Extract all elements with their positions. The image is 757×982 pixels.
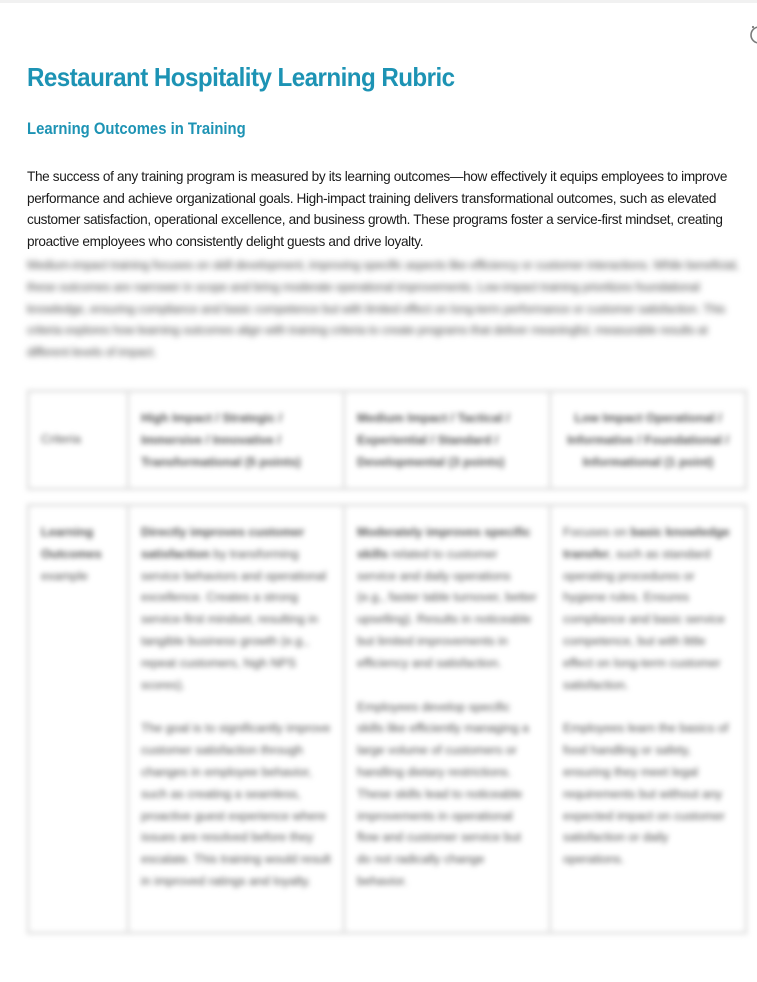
header-high-impact: High Impact / Strategic / Immersive / Innovative / Transformational (5 points) (127, 392, 343, 488)
document-body (27, 58, 747, 364)
section-heading: Learning Outcomes in Training (27, 120, 246, 138)
high-impact-example: The goal is to significantly improve customer satisfaction through changes in employee behavior, such as creating a seamless, proactive guest experience where issues are resolved before they escalate. This training would result in improved ratings and loyalty. (141, 721, 331, 888)
low-impact-example: Employees learn the basics of food handling or safety, ensuring they meet legal requirements but without any expected impact on customer satisfaction or daily operations. (563, 721, 729, 867)
low-impact-description (563, 522, 733, 696)
top-rule (0, 0, 757, 3)
medium-impact-cell (343, 506, 549, 932)
intro-paragraph-continued: Medium-impact training focuses on skill development, improving specific aspects like efficiency or customer interactions. While beneficial, these outcomes are narrower in scope and bring moderate operational improvements. Low-impact training prioritizes foundational knowledge, ensuring compliance and basic competence but with limited effect on long-term performance or customer satisfaction. This criteria explores how learning outcomes align with training criteria to create programs that deliver meaningful, measurable results at different levels of impact. (27, 258, 739, 360)
intro-paragraph: The success of any training program is measured by its learning outcomes—how effectively it equips employees to improve performance and achieve organizational goals. High-impact training delivers transformational outcomes, such as elevated customer satisfaction, operational excellence, and business growth. These programs foster a service-first mindset, creating proactive employees who consistently delight guests and drive loyalty. (27, 169, 728, 249)
rubric-table (27, 390, 747, 934)
page-title: Restaurant Hospitality Learning Rubric (27, 62, 455, 92)
header-medium-impact: Medium Impact / Tactical / Experiential / Standard / Developmental (3 points) (343, 392, 549, 488)
criterion-note: example (41, 568, 88, 583)
high-impact-description (141, 522, 331, 696)
medium-impact-detail: related to customer service and daily operations (e.g., faster table turnover, better upselling). Results in noticeable but limited improvements in efficiency and satisfaction. (357, 546, 537, 670)
low-impact-cell (549, 506, 745, 932)
header-low-impact: Low Impact Operational / Informative / Foundational / Informational (1 point) (549, 392, 745, 488)
medium-impact-description (357, 522, 537, 675)
high-impact-cell (127, 506, 343, 932)
low-impact-pre: Focuses on (563, 525, 631, 539)
rubric-header-row (27, 390, 747, 490)
medium-impact-example: Employees develop specific skills like efficiently managing a large volume of customers or handling dietary restrictions. These skills lead to noticeable improvements in operational flow and customer service but do not radically change behavior. (357, 699, 529, 888)
brand-logo-icon (749, 18, 757, 52)
low-impact-lead: basic knowledge transfer (563, 525, 730, 561)
low-impact-detail: , such as standard operating procedures or hygiene rules. Ensures compliance and basic service competence, but with little effect on long-term customer satisfaction. (563, 546, 725, 692)
header-criteria: Criteria (41, 432, 81, 447)
high-impact-lead: Directly improves customer satisfaction (141, 525, 305, 561)
criterion-cell (29, 506, 127, 932)
rubric-row-learning-outcomes (27, 504, 747, 934)
criterion-name: Learning Outcomes (41, 525, 102, 561)
high-impact-detail: by transforming service behaviors and operational excellence. Creates a strong service-first mindset, resulting in tangible business growth (e.g., repeat customers, high NPS scores). (141, 546, 327, 692)
medium-impact-lead: Moderately improves specific skills (357, 525, 531, 561)
